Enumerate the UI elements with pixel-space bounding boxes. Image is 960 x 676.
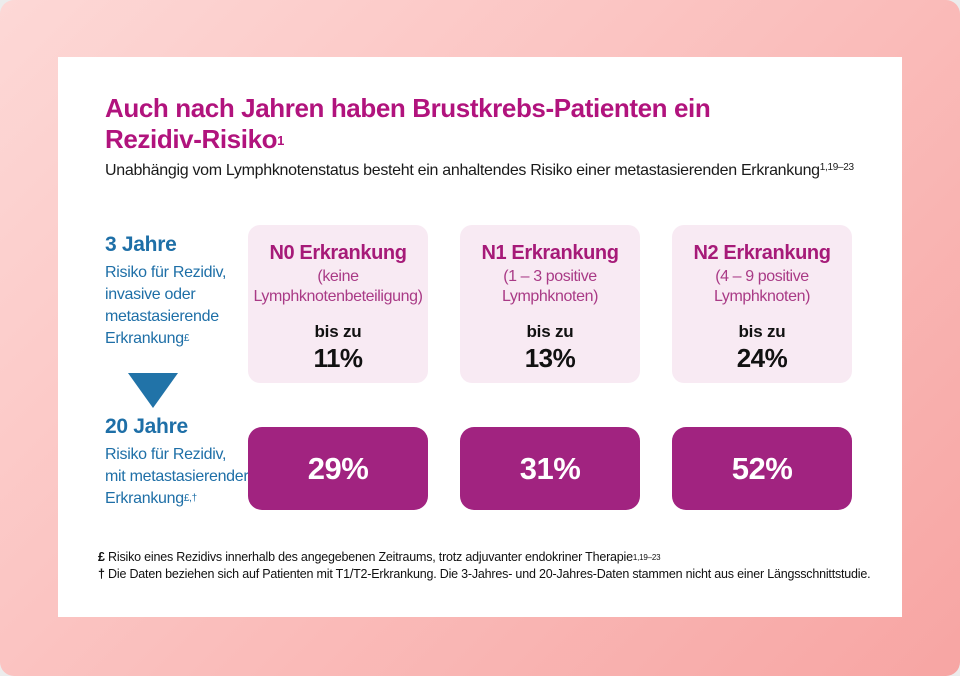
info-box-n1-qualifier: bis zu bbox=[526, 322, 574, 341]
info-box-n2-value: 24% bbox=[736, 343, 788, 373]
footnote-marker-superscript: £,† bbox=[183, 493, 197, 504]
footnote-dagger: † Die Daten beziehen sich auf Patienten mit T1/T2-Erkrankung. Die 3-Jahres- und 20-Jahres-Daten stammen nicht aus einer Längsschnittstudie. bbox=[98, 567, 871, 581]
info-box-n0-value: 11% bbox=[313, 343, 363, 373]
row-label-20-jahre bbox=[105, 415, 265, 510]
footnote-reference-superscript: 1,19–23 bbox=[632, 553, 661, 562]
risk-box-n1-20-jahre bbox=[460, 427, 640, 510]
info-box-n2 bbox=[672, 225, 852, 383]
risk-box-n1-value: 31% bbox=[519, 450, 581, 486]
info-box-n1-subheading: (1 – 3 positive Lymphknoten) bbox=[502, 268, 598, 305]
arrow-down-icon bbox=[128, 373, 178, 408]
page-title-line2: Rezidiv-Risiko$^1$ bbox=[105, 124, 284, 154]
footnote-marker-superscript: £ bbox=[183, 333, 190, 344]
row-label-3-jahre-title: 3 Jahre bbox=[105, 233, 177, 256]
subtitle-reference-superscript: 1,19–23 bbox=[819, 162, 854, 173]
page-title-line1: Auch nach Jahren haben Brustkrebs-Patienten ein bbox=[105, 93, 711, 123]
title-reference-superscript: 1 bbox=[277, 133, 284, 148]
info-box-n1-value: 13% bbox=[524, 343, 576, 373]
infographic-card bbox=[58, 57, 902, 617]
row-label-20-jahre-text: Risiko für Rezidiv, mit metastasierender Erkrankung£,† bbox=[105, 446, 249, 507]
info-box-n0-qualifier: bis zu bbox=[314, 322, 362, 341]
info-box-n2-subheading: (4 – 9 positive Lymphknoten) bbox=[714, 268, 810, 305]
row-label-20-jahre-title: 20 Jahre bbox=[105, 415, 188, 438]
info-box-n2-qualifier: bis zu bbox=[738, 322, 786, 341]
risk-box-n0-value: 29% bbox=[307, 450, 369, 486]
risk-box-n2-20-jahre bbox=[672, 427, 852, 510]
info-box-n1 bbox=[460, 225, 640, 383]
row-label-3-jahre-text: Risiko für Rezidiv, invasive oder metastasierende Erkrankung£ bbox=[105, 264, 227, 347]
info-box-n0-heading: N0 Erkrankung bbox=[269, 242, 407, 264]
page-subtitle: Unabhängig vom Lymphknotenstatus besteht ein anhaltendes Risiko einer metastasierenden Erkrankung$^{1,19-23}$ bbox=[105, 162, 854, 179]
row-label-3-jahre bbox=[105, 233, 265, 350]
risk-box-n2-value: 52% bbox=[731, 450, 793, 486]
risk-box-n0-20-jahre bbox=[248, 427, 428, 510]
page-title bbox=[105, 93, 805, 155]
footnotes bbox=[98, 549, 878, 583]
footnote-pound: £ Risiko eines Rezidivs innerhalb des angegebenen Zeitraums, trotz adjuvanter endokriner Therapie$^{1,19-23}$ bbox=[98, 550, 661, 564]
info-box-n1-heading: N1 Erkrankung bbox=[481, 242, 619, 264]
info-box-n0-subheading: (keine Lymphknotenbeteiligung) bbox=[253, 268, 423, 305]
info-box-n0 bbox=[248, 225, 428, 383]
info-box-n2-heading: N2 Erkrankung bbox=[693, 242, 831, 264]
